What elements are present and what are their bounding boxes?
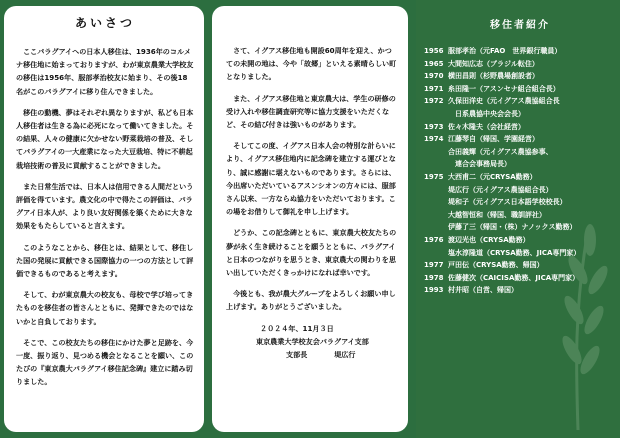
settler-year: 1993 (424, 286, 444, 295)
greeting-paragraph: さて、イグアス移住地も開設60周年を迎え、かつての未開の地は、今や「故郷」といえる素晴らしい町となりました。 (226, 46, 397, 82)
greeting-paragraph: このようなことから、移住とは、結果として、移住した国の発展に貢献できる国際協力の一つの方法として評価できるものであると考えます。 (16, 242, 194, 279)
greeting-paragraph: ここパラグアイへの日本人移住は、1936年のコルメナ移住地に始まっておりますが、わが東京農業大学校友の移住は1956年、服部孝治校友に始まり、その後18名がこのパラグアイに移り住んできました。 (16, 47, 194, 96)
signature-block (226, 322, 398, 361)
settler-row (424, 171, 616, 184)
settler-name: 堤広行（元イグアス農協組合長） (448, 185, 553, 194)
signature-date: ２０２４年、11月３日 (260, 323, 334, 333)
settler-row (424, 45, 616, 58)
greeting-paragraph: 今後とも、我が農大グループをよろしくお願い申し上げます。ありがとうございました。 (226, 289, 396, 312)
settler-year: 1977 (424, 261, 444, 270)
greeting-paragraph: そして、わが東京農大の校友も、母校で学び培ってきたものを移住者の皆さんとともに、発揮できたのではないかと自負しております。 (16, 290, 194, 326)
greeting-continued-panel (212, 6, 408, 432)
settler-year: 1976 (424, 235, 444, 244)
settler-name: 大西甫二（元CRYSA勤務） (448, 172, 537, 181)
settler-row (424, 133, 616, 146)
settler-year (424, 221, 448, 234)
settler-name: 横田昌則（杉野農場創設者） (448, 72, 539, 81)
wheat-watermark-icon (518, 210, 620, 430)
greeting-paragraph: どうか、この記念碑とともに、東京農大校友たちの夢が永く生き続けることを願うとともに、パラグアイと日本のつながりを思うとき、東京農大の関わりを思い出していただくきっかけになれば幸いです。 (226, 228, 397, 278)
greeting-paragraph: 移住の動機、夢はそれぞれ異なりますが、私ども日本人移住者は生きる為に必死になって働いてきました。その結果、人々の健康に欠かせない野菜栽培の普及、そしてパラグアイの一大産業になった大豆栽培、特に不耕起栽培技術の普及に貢献することができました。 (16, 107, 194, 170)
settler-row (424, 70, 616, 83)
greeting-panel (4, 6, 204, 432)
greeting-paragraph: そこで、この校友たちの移住にかけた夢と足跡を、今一度、振り返り、見つめる機会となることを願い、このたびの『東京農大パラグアイ移住記念碑』建立に踏み切りました。 (16, 337, 194, 387)
settler-year: 1972 (424, 97, 444, 106)
settler-name: 伊藤了三（帰国・（株）ナノックス勤務） (448, 223, 577, 232)
settler-year (424, 158, 448, 171)
settler-row (424, 121, 616, 134)
signature-name: 堤広行 (334, 349, 356, 359)
settler-row (424, 58, 616, 71)
settler-name: 佐藤健次（CAICISA勤務、JICA専門家） (448, 273, 580, 282)
settler-year (424, 196, 448, 209)
settlers-title: 移住者紹介 (490, 20, 550, 31)
greeting-title: あいさつ (74, 16, 135, 30)
greeting-paragraph: また日常生活では、日本人は信用できる人間だという評価を得ています。農文化の中で得たこの評価は、パラグアイ日本人が、より良い友好関係を築くために大きな効果をもたらしていると言えます。 (16, 181, 194, 231)
greeting-paragraph: そしてこの度、イグアス日本人会の特別な計らいにより、イグアス移住地内に記念碑を建立する運びとなり、誠に感謝に堪えないものであります。さらには、今出席いただいているアスンシオンの方々には、服部さん以来、一方ならぬ協力をいただいております。この場をお借りして御礼を申し上げます。 (226, 141, 396, 217)
settler-row (424, 184, 616, 197)
settler-year (424, 184, 448, 197)
settler-year: 1973 (424, 122, 444, 131)
settler-name: 糸田隆一（アスンセナ組合組合長） (448, 84, 560, 93)
settler-name: 連合会事務局長） (448, 160, 511, 169)
settler-name: 戸田伝（CRYSA勤務、帰国） (448, 261, 544, 270)
settler-name: 村井昭（自営、帰国） (448, 286, 518, 295)
settler-year: 1956 (424, 47, 444, 55)
settler-name: 堤和子（元イグアス日本語学校校長） (448, 198, 567, 207)
settler-name: 大間知広志（ブラジル転住） (448, 59, 539, 68)
settler-year: 1974 (424, 135, 444, 144)
signature-role: 支部長 (286, 349, 308, 359)
settler-row (424, 108, 616, 121)
settler-name: 久保田洋史（元イグアス農協組合長 (448, 97, 560, 106)
settlers-panel (416, 0, 620, 438)
settler-year (424, 209, 448, 222)
settler-name: 大越智恒和（帰国、職訓評社） (448, 210, 546, 219)
settler-year: 1971 (424, 84, 444, 93)
settler-row (424, 158, 616, 171)
settler-name: 服部孝治（元FAO 世界銀行職員） (448, 47, 562, 55)
settler-name: 渡辺光也（CRYSA勤務） (448, 235, 530, 244)
settler-row (424, 83, 616, 96)
settler-name: 江藤琴自（帰国、学園経営） (448, 135, 539, 144)
settler-year: 1978 (424, 273, 444, 282)
settler-year (424, 108, 448, 121)
greeting-paragraph: また、イグアス移住地と東京農大は、学生の研修の受け入れや移住調査研究等に協力支援をいただくなど、その結び付きは強いものがあります。 (226, 93, 396, 130)
signature-names (226, 348, 398, 361)
settler-name: 日系農協中央会会長） (448, 109, 525, 118)
settler-name: 塩水淳隆道（CRYSA勤務、JICA専門家） (448, 248, 581, 257)
settler-name: 合田義輝（元イグアス農協参事、 (448, 147, 553, 156)
settler-year (424, 146, 448, 159)
settler-name: 佐々木隆夫（会社経営） (448, 122, 525, 131)
settler-row (424, 196, 616, 209)
settler-row (424, 95, 616, 108)
settler-year: 1975 (424, 172, 444, 181)
settler-year: 1970 (424, 72, 444, 81)
settler-year (424, 247, 448, 260)
signature-organization: 東京農業大学校友会パラグアイ支部 (256, 336, 369, 346)
settler-year: 1965 (424, 59, 444, 68)
settler-row (424, 146, 616, 159)
